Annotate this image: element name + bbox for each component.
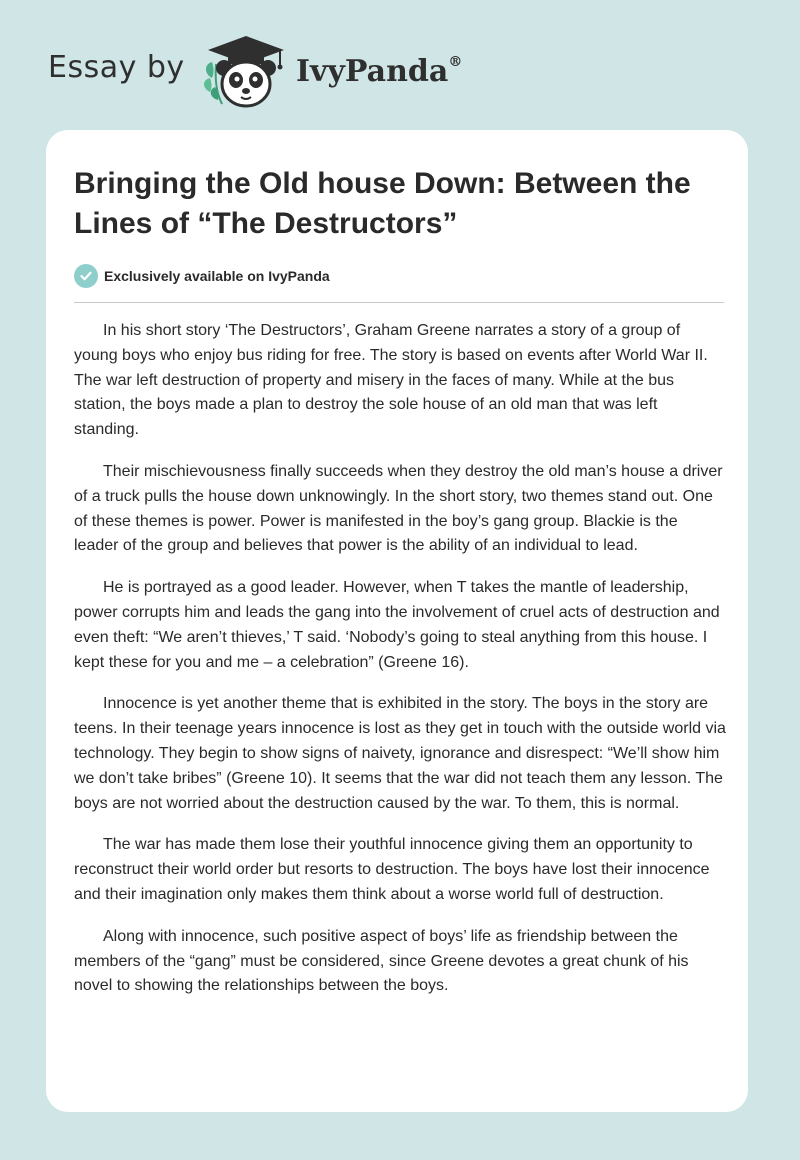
brand-name: IvyPanda (296, 54, 449, 89)
site-header (0, 0, 800, 120)
check-circle-icon (74, 264, 98, 288)
essay-paragraph: Their mischievousness finally succeeds when they destroy the old man’s house a driver of a truck pulls the house down unknowingly. In the short story, two themes stand out. One of these themes is power. Power is manifested in the boy’s gang group. Blackie is the leader of the group and believes that power is the ability of an individual to lead. (74, 462, 723, 555)
essay-title: Bringing the Old house Down: Between the Lines of “The Destructors” (74, 167, 691, 240)
essay-paragraph: Innocence is yet another theme that is exhibited in the story. The boys in the story are teens. In their teenage years innocence is lost as they get in touch with the outside world via technology. They begin to show signs of naivety, ignorance and disrespect: “We’ll show him we don’t take bribes” (Greene 10). It seems that the war did not teach them any lesson. The boys are not worried about the destruction caused by the war. To them, this is normal. (74, 695, 726, 812)
essay-paragraph: He is portrayed as a good leader. However, when T takes the mantle of leadership, power corrupts him and leads the gang into the involvement of cruel acts of destruction and even theft: “We aren’t thieves,’ T said. ‘Nobody’s going to steal anything from this house. I kept these for you and me – a celebration” (Greene 16). (74, 579, 720, 671)
essay-paragraph: Along with innocence, such positive aspect of boys’ life as friendship between the members of the “gang” must be considered, since Greene devotes a great chunk of his novel to showing the relationships between the boys. (74, 927, 689, 995)
essay-paragraph: The war has made them lose their youthful innocence giving them an opportunity to reconstruct their world order but resorts to destruction. The boys have lost their innocence and their imagination only makes them think about a worse world full of destruction. (74, 836, 710, 903)
brand-wordmark[interactable] (296, 54, 462, 89)
title-divider (74, 302, 724, 303)
registered-mark: ® (448, 54, 463, 70)
essay-card (46, 130, 748, 1112)
exclusive-badge (74, 263, 330, 289)
essay-by-label: Essay by (48, 50, 185, 85)
panda-graduate-icon[interactable] (202, 34, 290, 110)
essay-body (74, 319, 726, 1016)
exclusive-badge-label: Exclusively available on IvyPanda (104, 268, 330, 284)
essay-paragraph: In his short story ‘The Destructors’, Graham Greene narrates a story of a group of young boys who enjoy bus riding for free. The story is based on events after World War II. The war left destruction of property and misery in the faces of many. While at the bus station, the boys made a plan to destroy the sole house of an old man that was left standing. (74, 322, 708, 439)
